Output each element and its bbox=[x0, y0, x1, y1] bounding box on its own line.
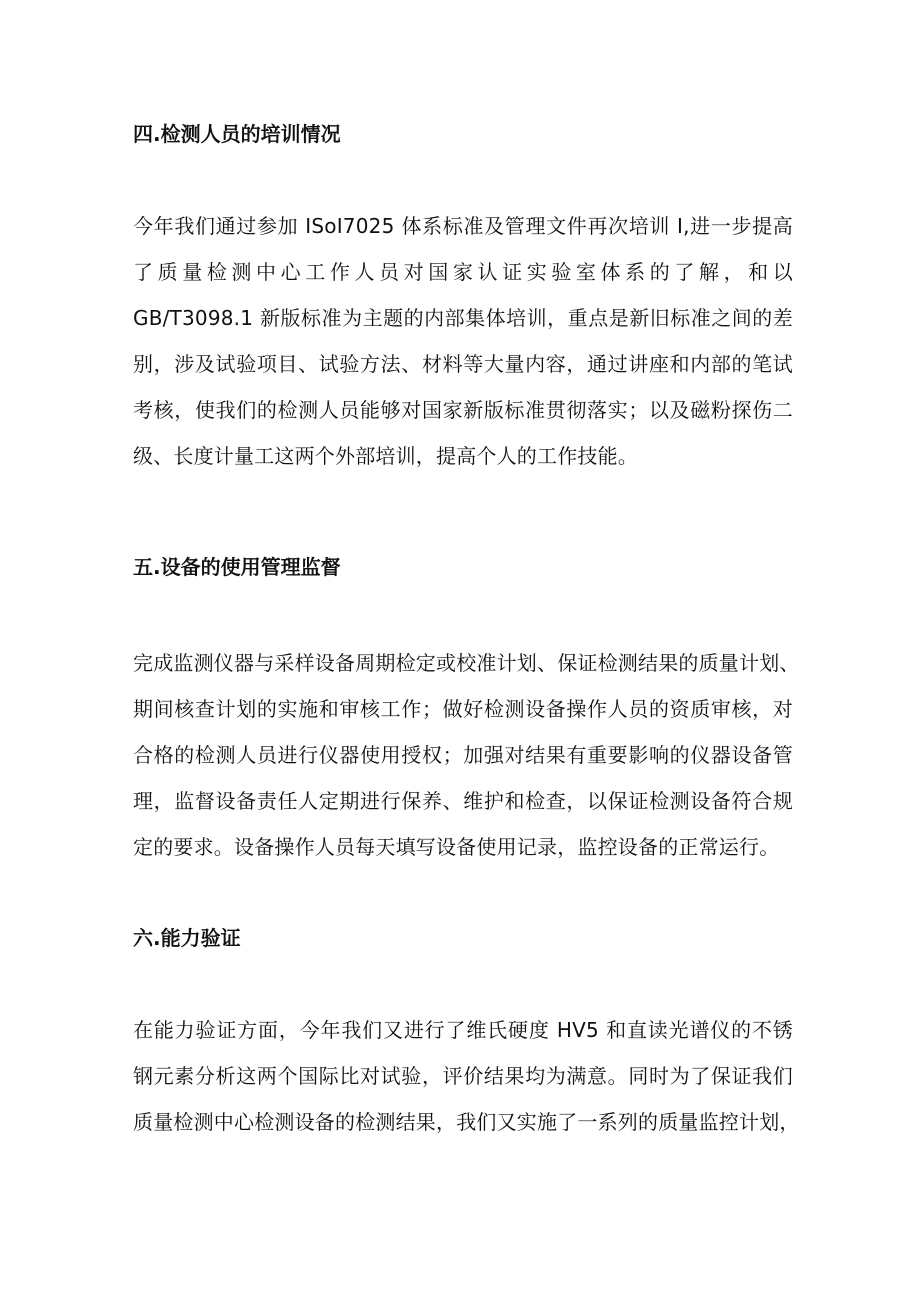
paragraph-line: 期间核查计划的实施和审核工作；做好检测设备操作人员的资质审核，对 bbox=[133, 697, 793, 721]
paragraph-line: 质量检测中心检测设备的检测结果，我们又实施了一系列的质量监控计划， bbox=[133, 1110, 800, 1134]
paragraph-line: 考核，使我们的检测人员能够对国家新版标准贯彻落实；以及磁粉探伤二 bbox=[133, 398, 793, 422]
paragraph-line: 今年我们通过参加 ISoI7025 体系标准及管理文件再次培训 I,进一步提高 bbox=[133, 214, 793, 238]
paragraph-line: 合格的检测人员进行仪器使用授权；加强对结果有重要影响的仪器设备管 bbox=[133, 743, 793, 767]
paragraph-line: GB/T3098.1 新版标准为主题的内部集体培训，重点是新旧标准之间的差 bbox=[133, 306, 793, 330]
section-paragraph-proficiency bbox=[133, 1016, 800, 1154]
paragraph-line: 完成监测仪器与采样设备周期检定或校准计划、保证检测结果的质量计划、 bbox=[133, 651, 800, 675]
paragraph-line: 级、长度计量工这两个外部培训，提高个人的工作技能。 bbox=[133, 444, 638, 468]
section-heading-proficiency: 六.能力验证 bbox=[133, 926, 241, 950]
paragraph-line: 定的要求。设备操作人员每天填写设备使用记录，监控设备的正常运行。 bbox=[133, 835, 780, 859]
section-heading-equipment: 五.设备的使用管理监督 bbox=[133, 555, 341, 579]
paragraph-line: 理，监督设备责任人定期进行保养、维护和检查，以保证检测设备符合规 bbox=[133, 789, 793, 813]
paragraph-line: 钢元素分析这两个国际比对试验，评价结果均为满意。同时为了保证我们 bbox=[133, 1064, 793, 1088]
paragraph-line: 了质量检测中心工作人员对国家认证实验室体系的了解，和以 bbox=[133, 260, 793, 284]
paragraph-line: 在能力验证方面，今年我们又进行了维氏硬度 HV5 和直读光谱仪的不锈 bbox=[133, 1018, 793, 1042]
section-heading-training: 四.检测人员的培训情况 bbox=[133, 122, 341, 146]
section-paragraph-equipment bbox=[133, 649, 800, 879]
section-paragraph-training bbox=[133, 212, 793, 488]
paragraph-line: 别，涉及试验项目、试验方法、材料等大量内容，通过讲座和内部的笔试 bbox=[133, 352, 793, 376]
